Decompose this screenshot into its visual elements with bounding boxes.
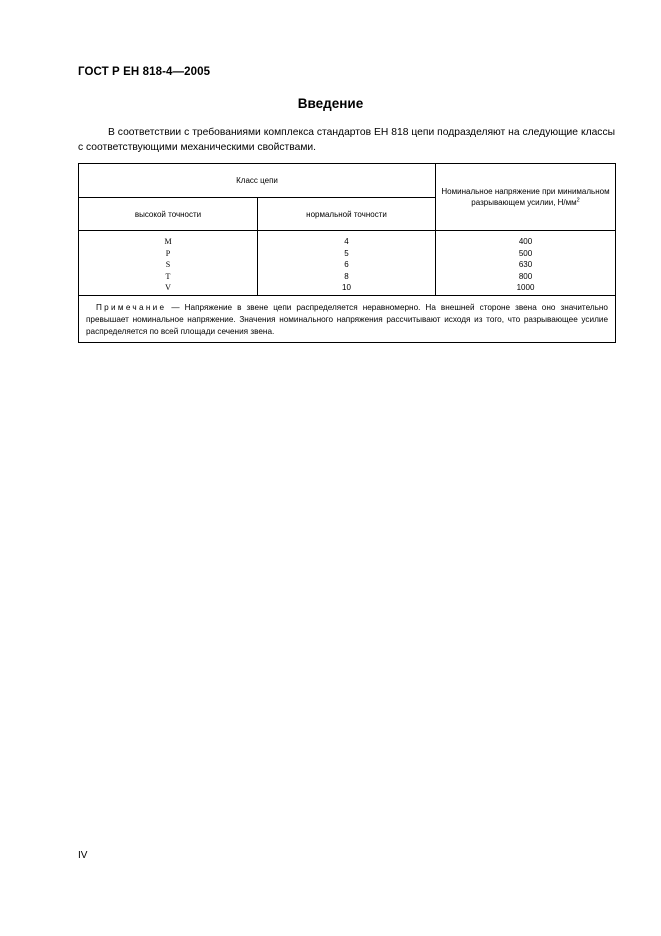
nominal-voltage-header: [436, 164, 616, 231]
normal-precision-value: 6: [344, 260, 349, 269]
nominal-voltage-column: [436, 231, 616, 296]
nominal-voltage-value: 1000: [516, 283, 535, 292]
high-precision-header: высокой точности: [79, 198, 258, 231]
normal-precision-value: 8: [344, 271, 349, 281]
note-text: — Напряжение в звене цепи распределяется неравномерно. На внешней стороне звена оно значительно превышает номинальное напряжение. Значения номинального напряжения рассчитывают исходя из того, что разрывающее усилие распределяется по всей площади сечения звена.: [86, 303, 608, 336]
high-precision-value: V: [165, 283, 171, 292]
nominal-voltage-value: 500: [518, 248, 533, 258]
high-precision-value: T: [165, 271, 171, 281]
normal-precision-value: 4: [344, 237, 349, 246]
normal-precision-value: 10: [342, 283, 351, 292]
normal-precision-column: [258, 231, 436, 296]
chain-class-header: Класс цепи: [79, 164, 436, 198]
page-number: IV: [78, 850, 88, 861]
note-label: Примечание: [96, 303, 167, 312]
intro-paragraph: В соответствии с требованиями комплекса стандартов ЕН 818 цепи подразделяют на следующие классы с соответствующими механическими свойствами.: [78, 127, 615, 153]
nominal-voltage-header-text: Номинальное напряжение при минимальном разрывающем усилии, Н/мм: [441, 187, 610, 207]
nominal-voltage-value: 400: [518, 237, 533, 246]
normal-precision-header: нормальной точности: [258, 198, 436, 231]
standard-header: ГОСТ Р ЕН 818-4—2005: [78, 66, 211, 78]
section-title: Введение: [297, 96, 364, 111]
normal-precision-value: 5: [344, 248, 349, 258]
table-data-row: [79, 231, 616, 296]
nominal-voltage-value: 800: [518, 271, 533, 281]
nominal-voltage-value: 630: [518, 260, 533, 269]
table-note-row: [79, 296, 616, 343]
high-precision-value: P: [165, 248, 171, 258]
high-precision-value: S: [165, 260, 171, 269]
nominal-voltage-unit-superscript: 2: [576, 197, 580, 204]
table-note: [79, 296, 616, 343]
chain-class-table: [78, 163, 616, 343]
high-precision-value: M: [164, 237, 172, 246]
table-header-row: [79, 164, 616, 198]
high-precision-column: [79, 231, 258, 296]
